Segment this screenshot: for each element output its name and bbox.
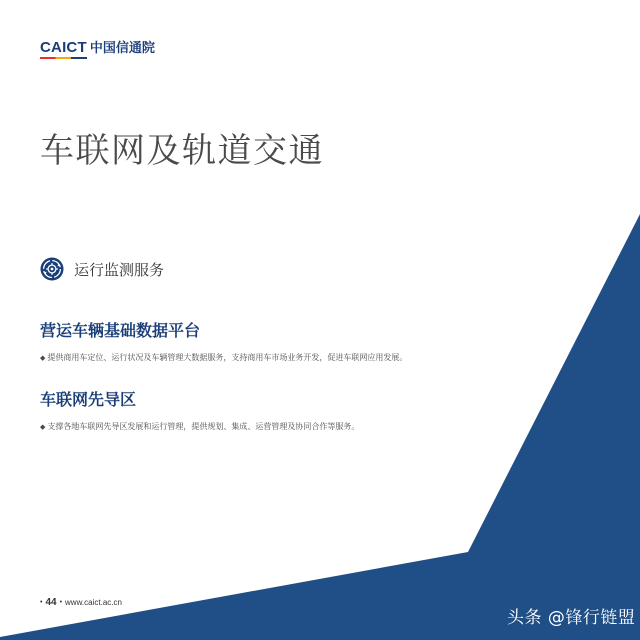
website-link[interactable]: www.caict.ac.cn	[65, 598, 122, 607]
footer-dot: •	[40, 599, 43, 606]
bullet-text: 提供商用车定位、运行状况及车辆管理大数据服务，支持商用车市场业务开发，促进车联网应用发展。	[47, 353, 408, 362]
page-title: 车联网及轨道交通	[40, 131, 324, 171]
section-header	[40, 257, 164, 281]
logo-mark: CAICT	[40, 39, 87, 56]
footer-dot: •	[59, 599, 63, 606]
caict-logo	[40, 37, 155, 56]
watermark: 头条 @锋行链盟	[507, 608, 636, 628]
bullet-text: 支撑各地车联网先导区发展和运行管理，提供规划、集成、运营管理及协同合作等服务。	[47, 422, 360, 431]
bullet-diamond-icon: ◆	[40, 423, 46, 431]
page-footer	[40, 597, 122, 608]
logo-color-stripe	[40, 57, 87, 59]
item-heading-operating-vehicle-platform: 营运车辆基础数据平台	[40, 321, 201, 340]
section-label: 运行监测服务	[74, 260, 165, 279]
item-heading-pilot-zone: 车联网先导区	[40, 390, 137, 409]
item-bullet-pilot-zone	[40, 421, 359, 432]
logo-chinese-name: 中国信通院	[89, 41, 155, 56]
item-bullet-operating-vehicle-platform	[40, 352, 407, 363]
bullet-diamond-icon: ◆	[40, 354, 46, 362]
gear-cycle-icon	[40, 257, 64, 281]
page-number: 44	[45, 597, 57, 608]
